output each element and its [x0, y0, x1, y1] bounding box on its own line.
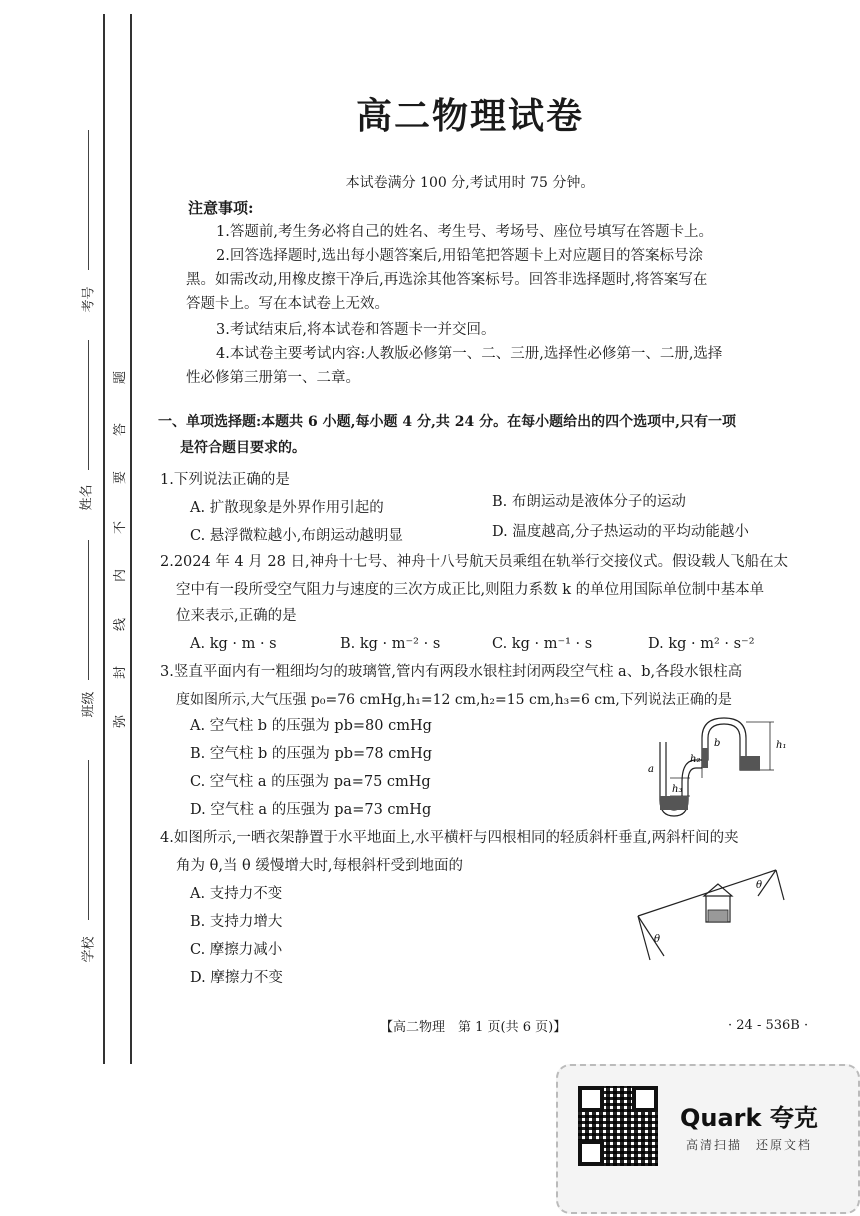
kaohao-blank	[88, 130, 89, 270]
option-a: A. 扩散现象是外界作用引起的	[190, 500, 384, 516]
u-tube-figure	[640, 712, 790, 822]
notice-line: 答题卡上。写在本试卷上无效。	[186, 296, 389, 312]
option-a: A. kg · m · s	[190, 636, 277, 652]
seal-char: 不	[113, 520, 129, 535]
notice-line: 性必修第三册第一、二章。	[186, 370, 360, 386]
label-h2: h₂	[690, 754, 701, 765]
question-stem: 4.如图所示,一晒衣架静置于水平地面上,水平横杆与四根相同的轻质斜杆垂直,两斜杆间的夹	[160, 830, 739, 846]
kaohao-label: 考号	[81, 286, 97, 313]
hanging-bag-icon	[708, 910, 728, 922]
seal-char: 题	[113, 370, 129, 385]
question-stem: 度如图所示,大气压强 p₀=76 cmHg,h₁=12 cm,h₂=15 cm,h₃=6 cm,下列说法正确的是	[176, 692, 732, 708]
option-a: A. 空气柱 b 的压强为 pb=80 cmHg	[190, 718, 432, 734]
option-c: C. 摩擦力减小	[190, 942, 283, 958]
banji-blank	[88, 540, 89, 680]
xingming-blank	[88, 340, 89, 470]
option-b: B. 空气柱 b 的压强为 pb=78 cmHg	[190, 746, 433, 762]
option-b: B. 支持力增大	[190, 914, 283, 930]
seal-char: 内	[113, 568, 129, 583]
notice-line: 黑。如需改动,用橡皮擦干净后,再选涂其他答案标号。回答非选择题时,将答案写在	[186, 272, 708, 288]
qr-code-icon	[578, 1086, 658, 1166]
xuexiao-blank	[88, 760, 89, 920]
label-h3: h₃	[672, 784, 683, 795]
option-b: B. kg · m⁻² · s	[340, 636, 441, 652]
option-d: D. 空气柱 a 的压强为 pa=73 cmHg	[190, 802, 432, 818]
question-stem: 2.2024 年 4 月 28 日,神舟十七号、神舟十八号航天员乘组在轨举行交接仪式。假设载人飞船在太	[160, 554, 789, 570]
question-stem: 空中有一段所受空气阻力与速度的三次方成正比,则阻力系数 k 的单位用国际单位制中基本单	[176, 582, 765, 598]
option-d: D. kg · m² · s⁻²	[648, 636, 755, 652]
paper-code: · 24 - 536B ·	[728, 1018, 809, 1033]
question-stem: 3.竖直平面内有一粗细均匀的玻璃管,管内有两段水银柱封闭两段空气柱 a、b,各段水银柱高	[160, 664, 743, 680]
exam-info: 本试卷满分 100 分,考试用时 75 分钟。	[345, 175, 595, 191]
option-a: A. 支持力不变	[190, 886, 283, 902]
label-b: b	[714, 738, 721, 749]
seal-char: 答	[113, 422, 129, 437]
page-title: 高二物理试卷	[355, 95, 584, 137]
seal-char: 封	[113, 665, 129, 680]
seal-char: 要	[113, 470, 129, 485]
drying-rack-figure	[628, 856, 788, 966]
option-c: C. 空气柱 a 的压强为 pa=75 cmHg	[190, 774, 431, 790]
seal-char: 线	[113, 617, 129, 632]
section-heading: 一、单项选择题:本题共 6 小题,每小题 4 分,共 24 分。在每小题给出的四个选项中,只有一项	[158, 414, 736, 430]
option-b: B. 布朗运动是液体分子的运动	[492, 494, 686, 510]
banji-label: 班级	[81, 691, 97, 718]
notice-line: 4.本试卷主要考试内容:人教版必修第一、二、三册,选择性必修第一、二册,选择	[216, 346, 723, 362]
quark-logo: Quark 夸克	[680, 1104, 818, 1132]
question-stem: 角为 θ,当 θ 缓慢增大时,每根斜杆受到地面的	[176, 858, 464, 874]
xingming-label: 姓名	[79, 484, 95, 511]
option-d: D. 摩擦力不变	[190, 970, 283, 986]
label-h1: h₁	[776, 740, 787, 751]
option-d: D. 温度越高,分子热运动的平均动能越小	[492, 524, 749, 540]
notice-heading: 注意事项:	[188, 199, 254, 217]
notice-line: 2.回答选择题时,选出每小题答案后,用铅笔把答题卡上对应题目的答案标号涂	[216, 248, 704, 264]
section-heading: 是符合题目要求的。	[180, 440, 306, 456]
seal-char: 弥	[113, 714, 129, 729]
option-c: C. 悬浮微粒越小,布朗运动越明显	[190, 528, 403, 544]
question-stem: 位来表示,正确的是	[176, 608, 297, 624]
page-footer: 【高二物理 第 1 页(共 6 页)】	[380, 1020, 567, 1035]
notice-line: 3.考试结束后,将本试卷和答题卡一并交回。	[216, 322, 496, 338]
question-stem: 1.下列说法正确的是	[160, 472, 290, 488]
label-theta-left: θ	[654, 934, 661, 945]
xuexiao-label: 学校	[81, 936, 97, 963]
label-theta-right: θ	[756, 880, 763, 891]
quark-slogan: 高清扫描 还原文档	[686, 1138, 813, 1152]
label-a: a	[648, 764, 654, 775]
notice-line: 1.答题前,考生务必将自己的姓名、考生号、考场号、座位号填写在答题卡上。	[216, 224, 713, 240]
option-c: C. kg · m⁻¹ · s	[492, 636, 593, 652]
